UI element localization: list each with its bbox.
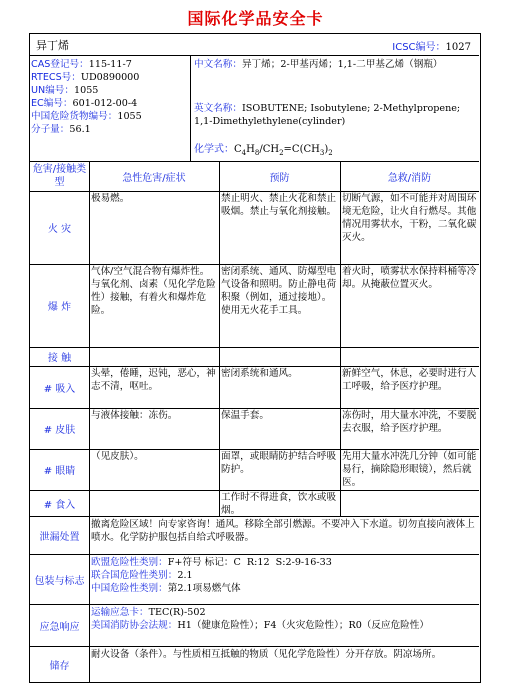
un-label: UN编号： bbox=[31, 85, 74, 96]
cas-line bbox=[31, 58, 191, 71]
formula bbox=[194, 140, 333, 157]
formula-text: /CH bbox=[259, 144, 280, 155]
row-inhale-type: # 吸入 bbox=[43, 383, 76, 395]
eu-class-line bbox=[91, 556, 477, 569]
row-fire-prevent: 禁止明火、禁止火花和禁止吸烟。禁止与氧化剂接触。 bbox=[221, 193, 337, 217]
formula-sub: 4 bbox=[241, 149, 247, 157]
row-packaging-text bbox=[89, 555, 479, 596]
formula-sub: 8 bbox=[254, 149, 260, 157]
cas-label: CAS登记号： bbox=[31, 59, 89, 70]
row-eye-prevent: 面罩，或眼睛防护结合呼吸防护。 bbox=[221, 451, 337, 475]
icsc-number bbox=[392, 38, 471, 53]
rtecs-line bbox=[31, 71, 191, 84]
row-fire-acute: 极易燃。 bbox=[91, 193, 130, 204]
formula-sub: 2 bbox=[328, 149, 333, 157]
cas-value: 115-11-7 bbox=[88, 59, 132, 70]
row-spill-text: 撤离危险区域！向专家咨询！通风。移除全部引燃源。不要冲入下水道。切勿直接向液体上喷水。化学防护服包括自给式呼吸器。 bbox=[91, 519, 475, 543]
divider bbox=[30, 55, 479, 56]
rtecs-value: UD0890000 bbox=[80, 72, 140, 83]
un-line bbox=[31, 84, 191, 97]
row-ingest-prevent: 工作时不得进食，饮水或吸烟。 bbox=[221, 492, 337, 516]
cn-class-line bbox=[91, 582, 477, 595]
nfpa-line bbox=[91, 619, 477, 632]
un-class-line bbox=[91, 569, 477, 582]
row-inhale-prevent: 密闭系统和通风。 bbox=[221, 368, 298, 379]
icsc-label: ICSC编号： bbox=[392, 42, 446, 53]
formula-label: 化学式： bbox=[194, 144, 234, 155]
formula-sub: 2 bbox=[279, 149, 284, 157]
un-value: 1055 bbox=[73, 85, 99, 96]
row-explosion-aid: 着火时，喷雾状水保持料桶等冷却。从掩蔽位置灭火。 bbox=[342, 266, 477, 290]
row-inhale-aid: 新鲜空气，休息，必要时进行人工呼吸，给予医疗护理。 bbox=[342, 368, 477, 392]
cn-name bbox=[194, 58, 476, 71]
transport-label: 运输应急卡： bbox=[91, 607, 149, 618]
cn-name-label: 中文名称： bbox=[194, 59, 242, 70]
page-title: 国际化学品安全卡 bbox=[187, 9, 324, 28]
un-class-value: 2.1 bbox=[177, 570, 193, 581]
mw-line bbox=[31, 123, 191, 136]
ec-line bbox=[31, 97, 191, 110]
row-fire-type: 火 灾 bbox=[47, 224, 72, 235]
row-eye-aid: 先用大量水冲洗几分钟（如可能易行，摘除隐形眼镜），然后就医。 bbox=[342, 451, 477, 488]
row-explosion-prevent: 密闭系统、通风、防爆型电气设备和照明。防止静电荷积聚（例如，通过接地）。使用无火花手工具。 bbox=[221, 266, 337, 316]
row-ingest-type: # 食入 bbox=[43, 499, 76, 511]
en-name-label: 英文名称： bbox=[194, 103, 242, 114]
divider bbox=[30, 347, 479, 348]
row-storage-type: 储存 bbox=[49, 660, 70, 672]
en-name bbox=[194, 102, 476, 128]
row-explosion-acute: 气体/空气混合物有爆炸性。与氧化剂、卤素（见化学危险性）接触，有着火和爆炸危险。 bbox=[91, 266, 216, 316]
row-contact-type: 接 触 bbox=[47, 353, 72, 364]
formula-text: C bbox=[234, 144, 242, 155]
rtecs-label: RTECS号： bbox=[31, 72, 81, 83]
formula-text: H bbox=[246, 144, 255, 155]
row-inhale-acute: 头晕，倦睡，迟钝，恶心，神志不清，呕吐。 bbox=[91, 368, 216, 392]
chemical-safety-card bbox=[29, 33, 481, 683]
row-skin-type: # 皮肤 bbox=[43, 425, 76, 436]
header-type: 危害/接触类型 bbox=[32, 164, 87, 188]
transport-value: TEC(R)-502 bbox=[148, 607, 206, 618]
mw-label: 分子量： bbox=[31, 124, 70, 135]
row-eye-acute: （见皮肤）。 bbox=[91, 451, 144, 462]
ec-value: 601-012-00-4 bbox=[72, 98, 138, 109]
eu-class-label: 欧盟危险性类别： bbox=[91, 557, 168, 568]
mw-value: 56.1 bbox=[69, 124, 91, 135]
row-emergency-type: 应急响应 bbox=[39, 621, 80, 633]
cn-class-label: 中国危险性类别： bbox=[91, 583, 168, 594]
ec-label: EC编号： bbox=[31, 98, 73, 109]
row-skin-prevent: 保温手套。 bbox=[221, 410, 269, 421]
en-name-value: ISOBUTENE; Isobutylene; 2-Methylpropene; 1,1-Dimethylethylene(cylinder) bbox=[194, 103, 461, 127]
formula-sub: 3 bbox=[319, 149, 325, 157]
header-acute: 急性危害/症状 bbox=[122, 172, 186, 184]
formula-text: =C(CH bbox=[283, 144, 320, 155]
chemical-name: 异丁烯 bbox=[36, 39, 69, 52]
transport-line bbox=[91, 606, 477, 619]
identity-left bbox=[31, 58, 191, 136]
icsc-value: 1027 bbox=[445, 42, 471, 53]
eu-class-value: F+符号 标记：C R:12 S:2-9-16-33 bbox=[167, 557, 332, 568]
divider bbox=[190, 55, 191, 162]
row-eye-type: # 眼睛 bbox=[43, 466, 76, 477]
row-spill-type: 泄漏处置 bbox=[39, 531, 80, 543]
row-skin-acute: 与液体接触：冻伤。 bbox=[91, 410, 178, 421]
cn-danger-value: 1055 bbox=[117, 111, 142, 122]
nfpa-value: H1（健康危险性）；F4（火灾危险性）；R0（反应危险性） bbox=[177, 620, 429, 631]
formula-text: ) bbox=[324, 144, 329, 155]
cn-class-value: 第2.1项易燃气体 bbox=[167, 583, 241, 594]
cn-name-value: 异丁烯；2-甲基丙烯；1,1-二甲基乙烯（钢瓶） bbox=[241, 59, 443, 70]
row-ingest-acute bbox=[89, 490, 219, 492]
cn-danger-line bbox=[31, 110, 191, 123]
cn-danger-label: 中国危险货物编号： bbox=[31, 111, 118, 122]
header-aid: 急救/消防 bbox=[387, 172, 432, 184]
row-emergency-text bbox=[89, 605, 479, 633]
row-skin-aid: 冻伤时，用大量水冲洗，不要脱去衣服，给予医疗护理。 bbox=[342, 410, 477, 434]
row-fire-aid: 切断气源，如不可能并对周围环境无危险，让火自行燃尽。其他情况用雾状水，干粉，二氧化碳灭火。 bbox=[342, 193, 477, 243]
row-explosion-type: 爆 炸 bbox=[47, 302, 72, 313]
row-ingest-aid bbox=[340, 490, 479, 492]
header-prevent: 预防 bbox=[269, 172, 290, 184]
un-class-label: 联合国危险性类别： bbox=[91, 570, 178, 581]
row-packaging-type: 包装与标志 bbox=[34, 575, 85, 587]
nfpa-label: 美国消防协会法规： bbox=[91, 620, 178, 631]
row-storage-text: 耐火设备（条件）。与性质相互抵触的物质（见化学危险性）分开存放。阴凉场所。 bbox=[91, 649, 442, 660]
